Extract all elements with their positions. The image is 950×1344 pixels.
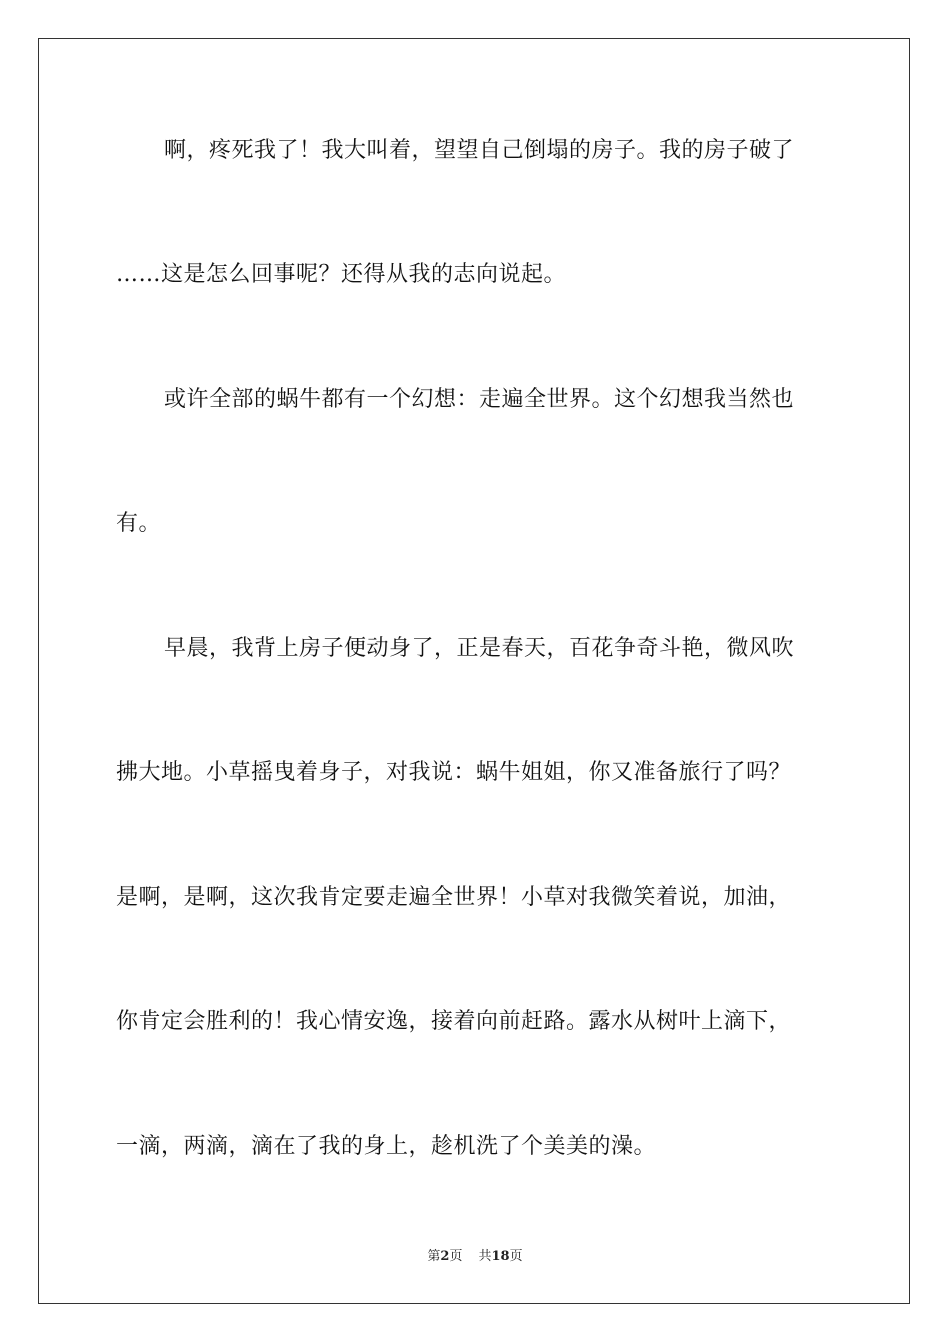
paragraph-3-line-5: 一滴，两滴，滴在了我的身上，趁机洗了个美美的澡。 — [116, 1134, 657, 1159]
paragraph-3-line-2: 拂大地。小草摇曳着身子，对我说：蜗牛姐姐，你又准备旅行了吗？ — [116, 760, 792, 785]
page-border — [38, 38, 910, 1304]
page-number: 2 — [440, 1249, 450, 1264]
page-footer — [0, 1248, 950, 1266]
paragraph-2-line-1: 或许全部的蜗牛都有一个幻想：走遍全世界。这个幻想我当然也 — [164, 387, 795, 412]
page-label-suffix: 页 — [449, 1249, 463, 1264]
paragraph-1-line-1: 啊，疼死我了！我大叫着，望望自己倒塌的房子。我的房子破了 — [164, 138, 795, 163]
total-label-prefix: 共 — [478, 1249, 492, 1264]
total-pages: 18 — [491, 1249, 510, 1264]
total-label-suffix: 页 — [509, 1249, 523, 1264]
paragraph-2-line-2: 有。 — [116, 511, 162, 536]
paragraph-3-line-3: 是啊，是啊，这次我肯定要走遍全世界！小草对我微笑着说，加油， — [116, 885, 792, 910]
page-label-prefix: 第 — [427, 1249, 441, 1264]
paragraph-3-line-1: 早晨，我背上房子便动身了，正是春天，百花争奇斗艳，微风吹 — [164, 636, 795, 661]
paragraph-1-line-2: ……这是怎么回事呢？还得从我的志向说起。 — [116, 262, 567, 287]
paragraph-3-line-4: 你肯定会胜利的！我心情安逸，接着向前赶路。露水从树叶上滴下， — [116, 1009, 792, 1034]
